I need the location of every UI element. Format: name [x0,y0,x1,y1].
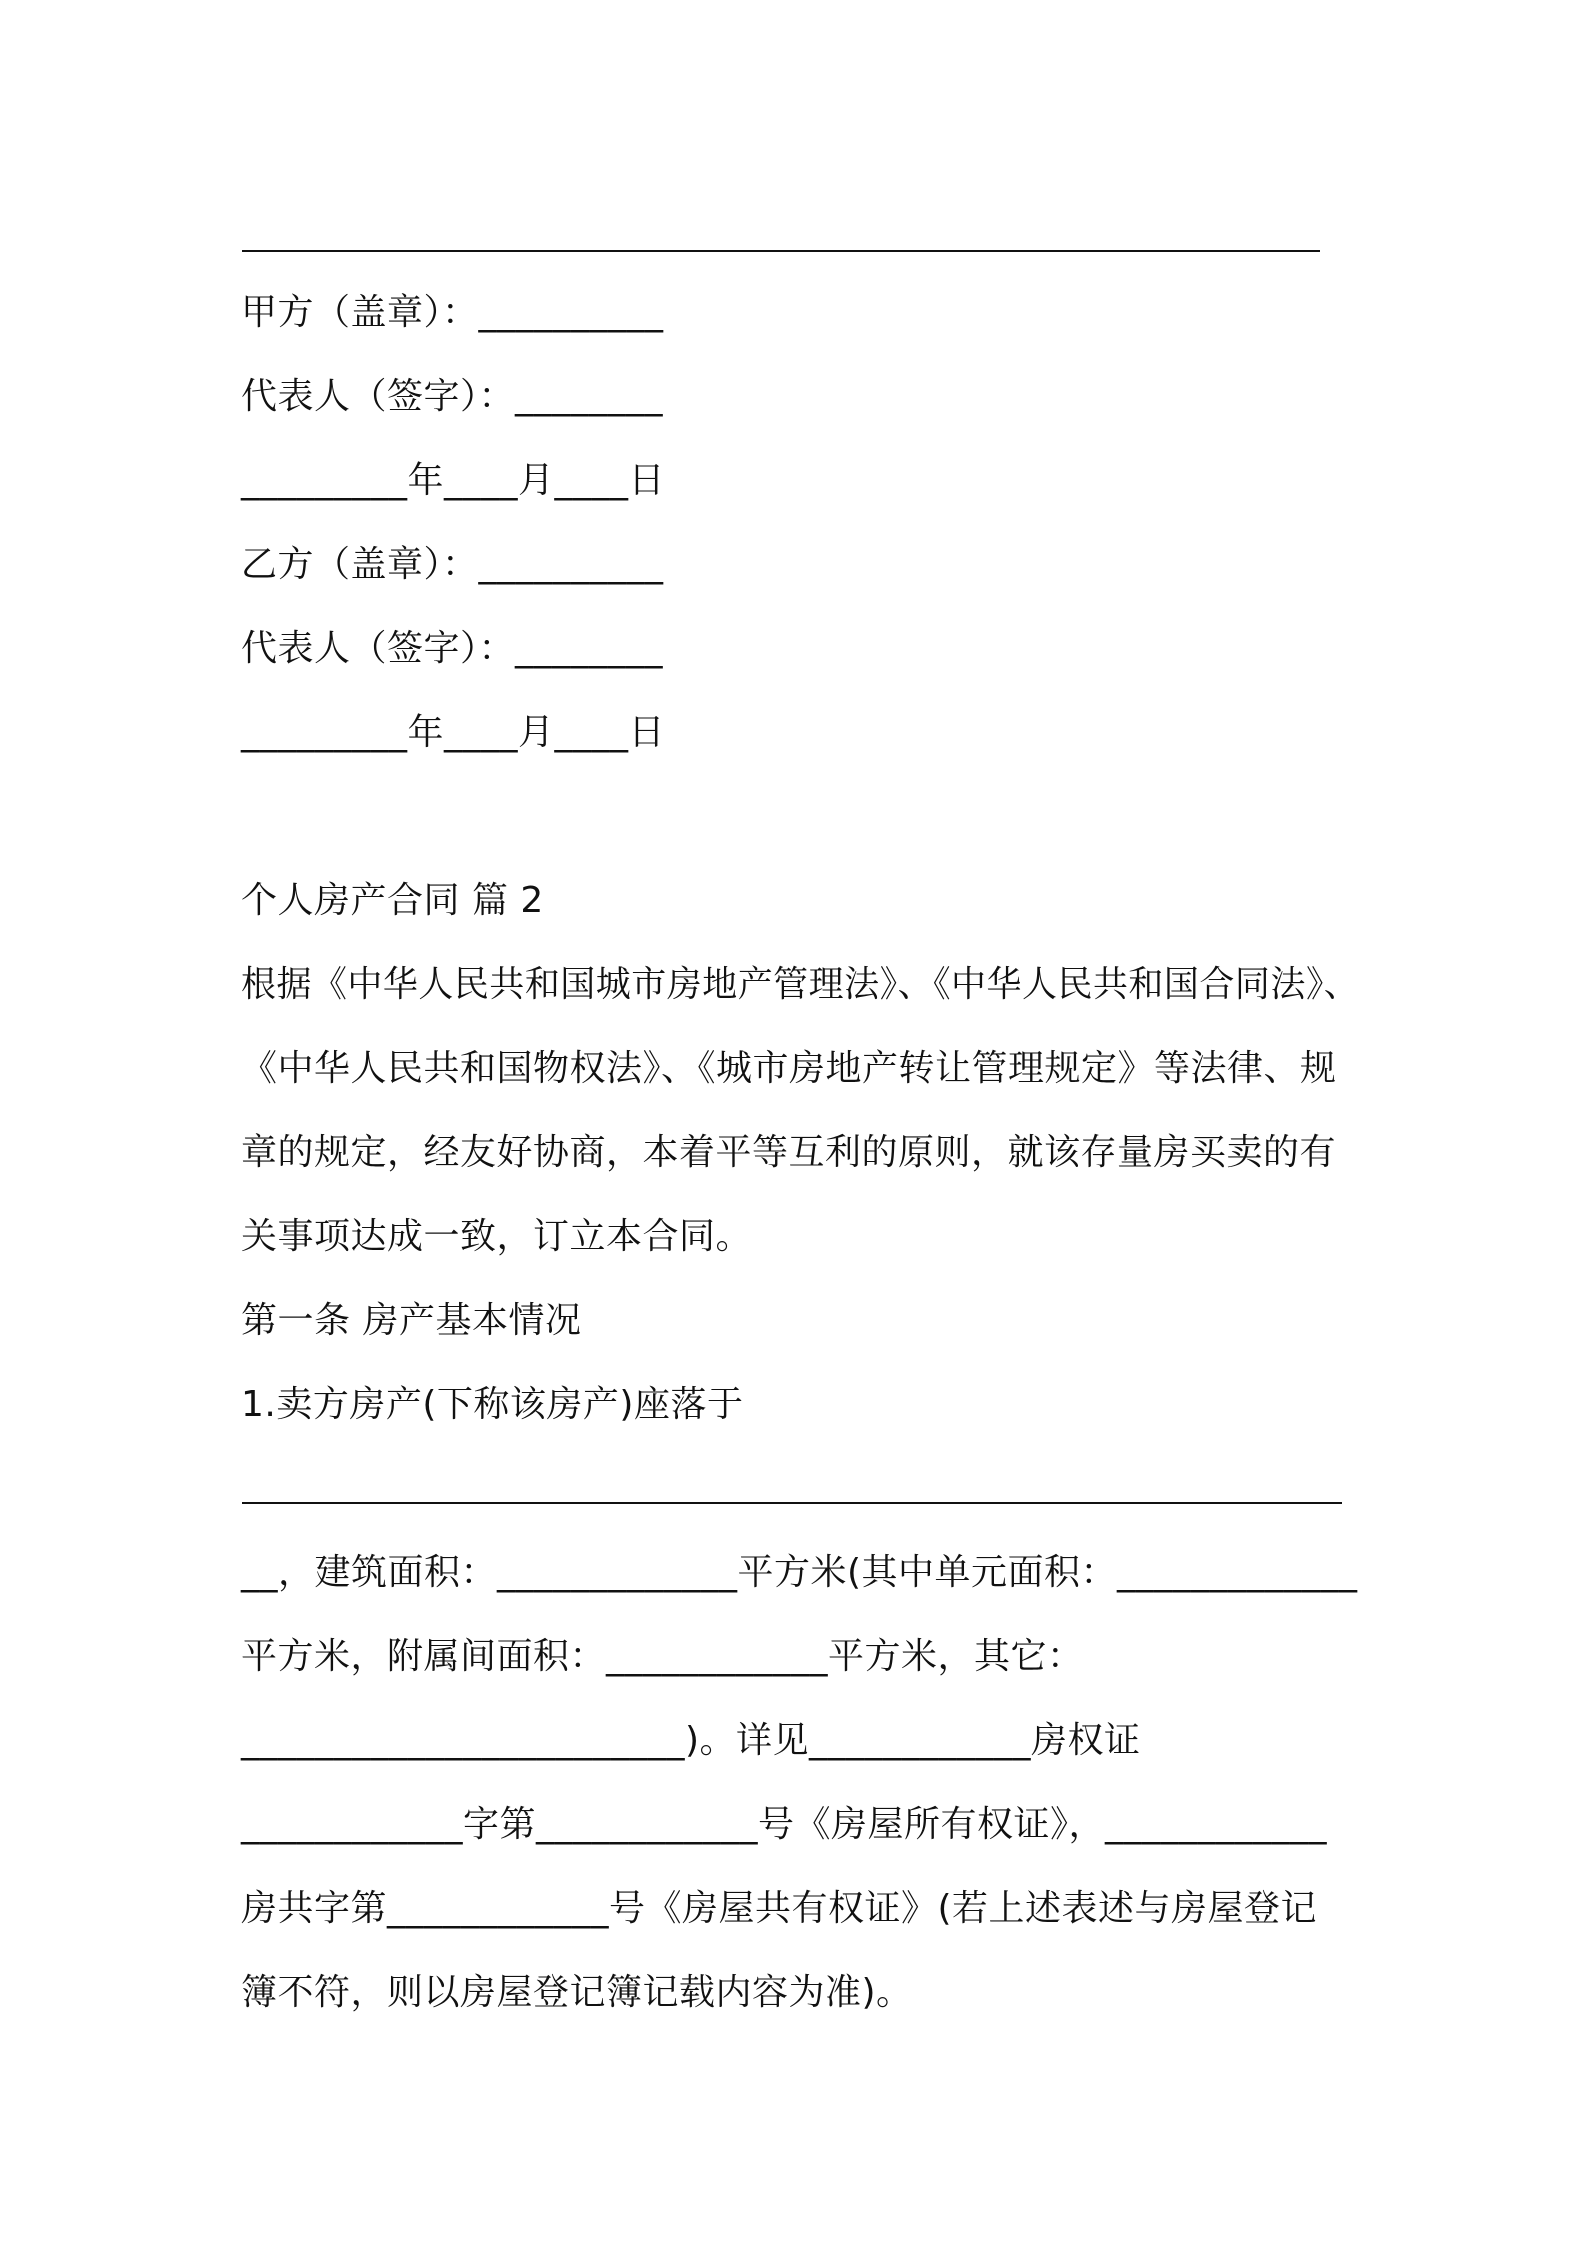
preamble-line: 《中华人民共和国物权法》、《城市房地产转让管理规定》等法律、规 [241,1048,1337,1089]
article-1-line: 1.卖方房产(下称该房产)座落于 [241,1384,744,1425]
article-1-line: 房共字第____________号《房屋共有权证》(若上述表述与房屋登记 [241,1888,1318,1929]
article-1-line: 簿不符，则以房屋登记簿记载内容为准)。 [241,1972,913,2013]
article-1-line: ________________________)。详见____________房权证 [241,1720,1141,1761]
address-blank-rule [242,1502,1342,1504]
party-b-seal-line: 乙方（盖章）：__________ [241,544,664,585]
article-1-line: ____________字第____________号《房屋所有权证》，____________ [241,1804,1328,1845]
party-a-seal-line: 甲方（盖章）：__________ [241,292,664,333]
preamble-line: 章的规定，经友好协商，本着平等互利的原则，就该存量房买卖的有 [241,1132,1337,1173]
article-1-title: 第一条 房产基本情况 [241,1300,582,1341]
party-b-date-line: _________年____月____日 [241,712,665,753]
article-1-line: 平方米，附属间面积：____________平方米，其它： [241,1636,1084,1677]
article-1-line: __，建筑面积：_____________平方米(其中单元面积：_____________ [241,1552,1358,1593]
preamble-line: 关事项达成一致，订立本合同。 [241,1216,753,1257]
party-a-representative-line: 代表人（签字）：________ [241,376,664,417]
party-b-representative-line: 代表人（签字）：________ [241,628,664,669]
preamble-line: 根据《中华人民共和国城市房地产管理法》、《中华人民共和国合同法》、 [241,964,1360,1005]
signature-top-rule [242,250,1320,252]
section-heading: 个人房产合同 篇 2 [241,880,544,921]
party-a-date-line: _________年____月____日 [241,460,665,501]
